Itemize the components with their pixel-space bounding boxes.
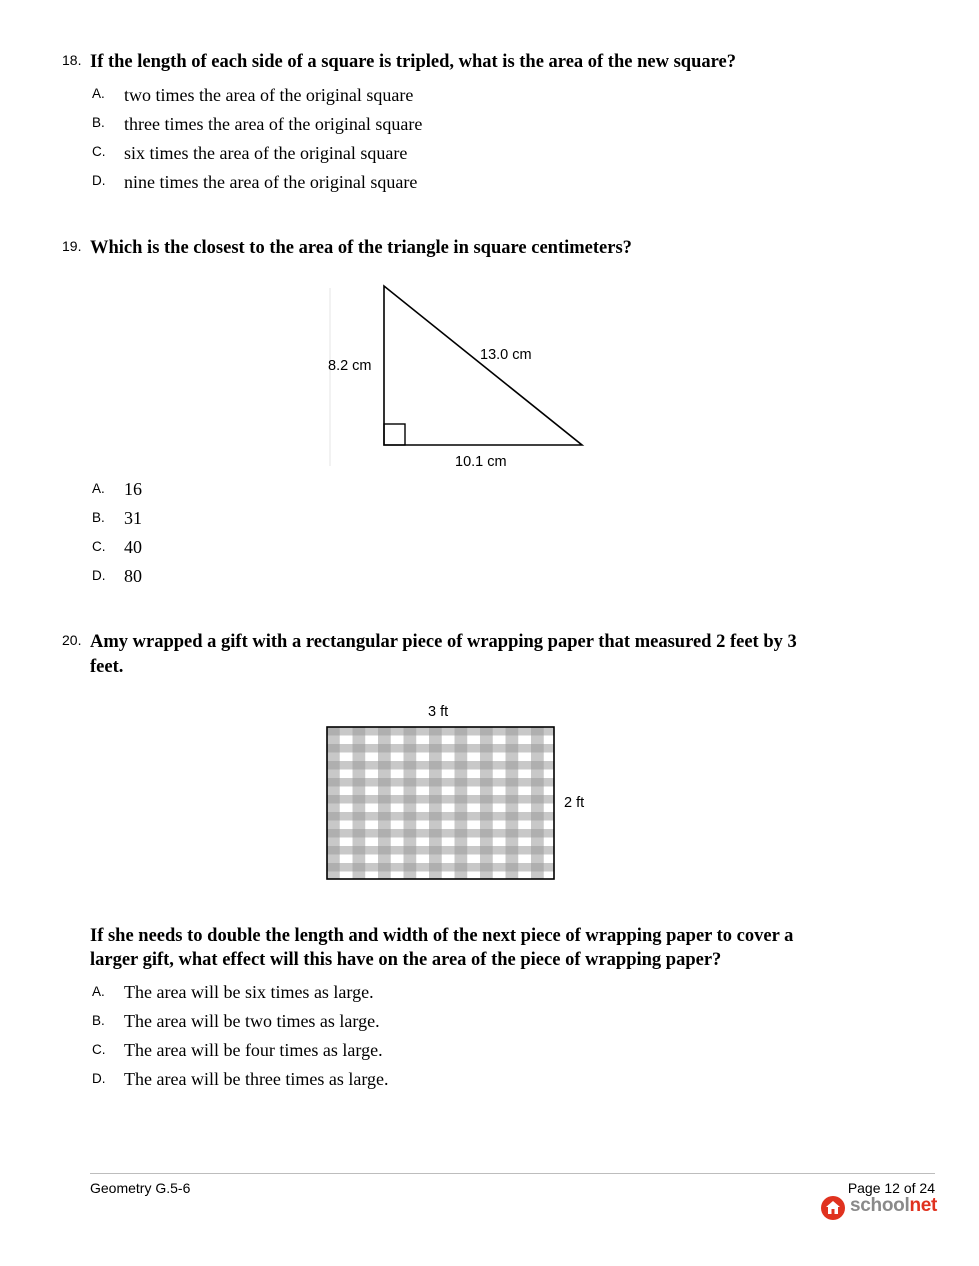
option-letter: A. [92, 86, 105, 101]
option-text[interactable]: 16 [124, 479, 142, 499]
width-label: 3 ft [428, 704, 449, 720]
option-letter: B. [92, 510, 105, 525]
question-text-line2: feet. [90, 657, 124, 677]
option-text[interactable]: The area will be three times as large. [124, 1069, 389, 1089]
option-letter: D. [92, 568, 106, 583]
option-letter: A. [92, 984, 105, 999]
option-letter: B. [92, 115, 105, 130]
option-letter: B. [92, 1013, 105, 1028]
question-number: 20. [62, 632, 82, 648]
question-number: 18. [62, 52, 82, 68]
triangle-figure [320, 278, 600, 478]
house-icon [820, 1196, 846, 1220]
option-text[interactable]: 80 [124, 566, 142, 586]
page-number: Page 12 of 24 [847, 1180, 935, 1196]
right-angle-marker [384, 424, 405, 445]
option-letter: D. [92, 1071, 106, 1086]
question-text: If the length of each side of a square is tripled, what is the area of the new square? [90, 52, 736, 72]
option-letter: C. [92, 144, 106, 159]
wrapping-paper-figure [320, 698, 600, 888]
option-letter: A. [92, 481, 105, 496]
option-text[interactable]: nine times the area of the original square [124, 172, 418, 192]
logo-text: schoolnet [850, 1195, 938, 1216]
option-text[interactable]: The area will be two times as large. [124, 1011, 380, 1031]
side-label: 8.2 cm [328, 358, 372, 374]
option-text[interactable]: The area will be four times as large. [124, 1040, 383, 1060]
question-text: Which is the closest to the area of the triangle in square centimeters? [90, 238, 632, 258]
height-label: 2 ft [564, 795, 585, 811]
right-triangle [384, 286, 582, 445]
option-text[interactable]: 40 [124, 537, 142, 557]
base-label: 10.1 cm [455, 454, 507, 470]
wrapping-paper-rect [327, 727, 554, 879]
option-text[interactable]: three times the area of the original square [124, 114, 423, 134]
option-letter: C. [92, 1042, 106, 1057]
option-text[interactable]: The area will be six times as large. [124, 982, 374, 1002]
question-followup-line1: If she needs to double the length and width of the next piece of wrapping paper to cover a [90, 926, 794, 946]
option-text[interactable]: two times the area of the original square [124, 85, 414, 105]
schoolnet-logo [820, 1195, 940, 1221]
option-letter: C. [92, 539, 106, 554]
footer-title: Geometry G.5-6 [90, 1180, 191, 1196]
question-number: 19. [62, 238, 82, 254]
option-text[interactable]: six times the area of the original square [124, 143, 408, 163]
hypotenuse-label: 13.0 cm [480, 347, 532, 363]
question-text-line1: Amy wrapped a gift with a rectangular piece of wrapping paper that measured 2 feet by 3 [90, 632, 797, 652]
option-letter: D. [92, 173, 106, 188]
footer-divider [90, 1173, 935, 1174]
question-followup-line2: larger gift, what effect will this have on the area of the piece of wrapping paper? [90, 950, 722, 970]
option-text[interactable]: 31 [124, 508, 142, 528]
